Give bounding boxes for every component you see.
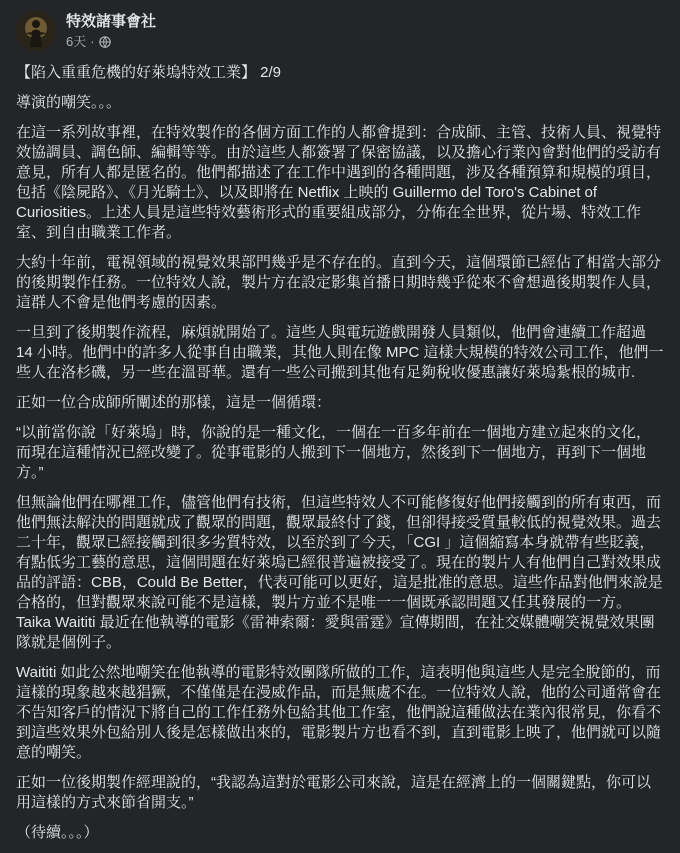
post-paragraph: Waititi 如此公然地嘲笑在他執導的電影特效團隊所做的工作，這表明他與這些人是完全脫節的，而這樣的現象越來越猖獗，不僅僅是在漫威作品，而是無處不在。一位特效人說，他的公司通常會在不告知客戶的情況下將自己的工作任務外包給其他工作室，他們說這種做法在業內很常見，你看不到這些效果外包給別人後是怎樣做出來的，電影製片方也看不到，直到電影上映了，他們就可以隨意的嘲笑。 (16, 664, 662, 761)
post-paragraph: 一旦到了後期製作流程，麻煩就開始了。這些人與電玩遊戲開發人員類似，他們會連續工作超過 14 小時。他們中的許多人從事自由職業，其他人則在像 MPC 這樣大規模的特效公司工作，他們一些人在洛杉磯，另一些在溫哥華。還有一些公司搬到其他有足夠稅收優惠讓好萊塢紮根的城市. (16, 324, 664, 381)
post-paragraph: 導演的嘲笑。。。 (16, 94, 122, 111)
avatar-figure-icon (16, 11, 56, 51)
post-title: 【陷入重重危機的好萊塢特效工業】 2/9 (16, 64, 282, 81)
post-subline (66, 33, 156, 50)
page-avatar[interactable] (16, 11, 56, 51)
page-name[interactable]: 特效諸事會社 (66, 13, 157, 30)
post-quote: “以前當你說「好萊塢」時，你說的是一種文化，一個在一百多年前在一個地方建立起來的文化，而現在這種情況已經改變了。從事電影的人搬到下一個地方，然後到下一個地方，再到下一個地方。” (16, 424, 651, 481)
post-paragraph: 在這一系列故事裡，在特效製作的各個方面工作的人都會提到：合成師、主管、技術人員、視覺特效協調員、調色師、編輯等等。由於這些人都簽署了保密協議，以及擔心行業內會對他們的受訪有意見，所有人都是匿名的。他們都描述了在工作中遇到的各種問題，涉及各種預算和規模的項目，包括《陰屍路》、《月光騎士》、以及即將在 Netflix 上映的 Guillermo del Toro's Cabinet of Curiosities。上述人員是這些特效藝術形式的重要組成部分，分佈在全世界，從片場、特效工作室、到自由職業工作者。 (16, 124, 662, 241)
post-paragraph: 正如一位後期製作經理說的，“我認為這對於電影公司來說，這是在經濟上的一個關鍵點，你可以用這樣的方式來節省開支。” (16, 774, 651, 811)
post-meta (66, 12, 156, 50)
post-paragraph: 但無論他們在哪裡工作，儘管他們有技術，但這些特效人不可能修復好他們接觸到的所有東西，而他們無法解決的問題就成了觀眾的問題，觀眾最終付了錢，但卻得接受質量較低的視覺效果。過去二十年，觀眾已經接觸到很多劣質特效，以至於到了今天，「CGI 」這個縮寫本身就帶有些貶義，有點低劣工藝的意思，這個問題在好萊塢已經很普遍被接受了。現在的製片人有他們自己對效果成品的評語：CBB，Could Be Better，代表可能可以更好，這是批准的意思。這些作品對他們來說是合格的，但對觀眾來說可能不是這樣，製片方並不是唯一一個既承認問題又任其發展的一方。Taika Waititi 最近在他執導的電影《雷神索爾：愛與雷霆》宣傳期間，在社交媒體嘲笑視覺效果團隊就是個例子。 (16, 494, 663, 651)
globe-icon[interactable] (99, 36, 111, 48)
post-paragraph: 正如一位合成師所闡述的那樣，這是一個循環： (16, 394, 332, 411)
post-body (16, 63, 664, 853)
post-paragraph: 大約十年前，電視領域的視覺效果部門幾乎是不存在的。直到今天，這個環節已經佔了相當大部分的後期製作任務。一位特效人說，製片方在設定影集首播日期時幾乎從來不會想過後期製作人員，這群人不會是他們考慮的因素。 (16, 254, 662, 311)
separator-dot: · (90, 34, 95, 49)
post-time[interactable]: 6天 (66, 34, 87, 49)
post-header (16, 10, 156, 52)
post-to-be-continued: （待續。。。） (16, 824, 99, 841)
